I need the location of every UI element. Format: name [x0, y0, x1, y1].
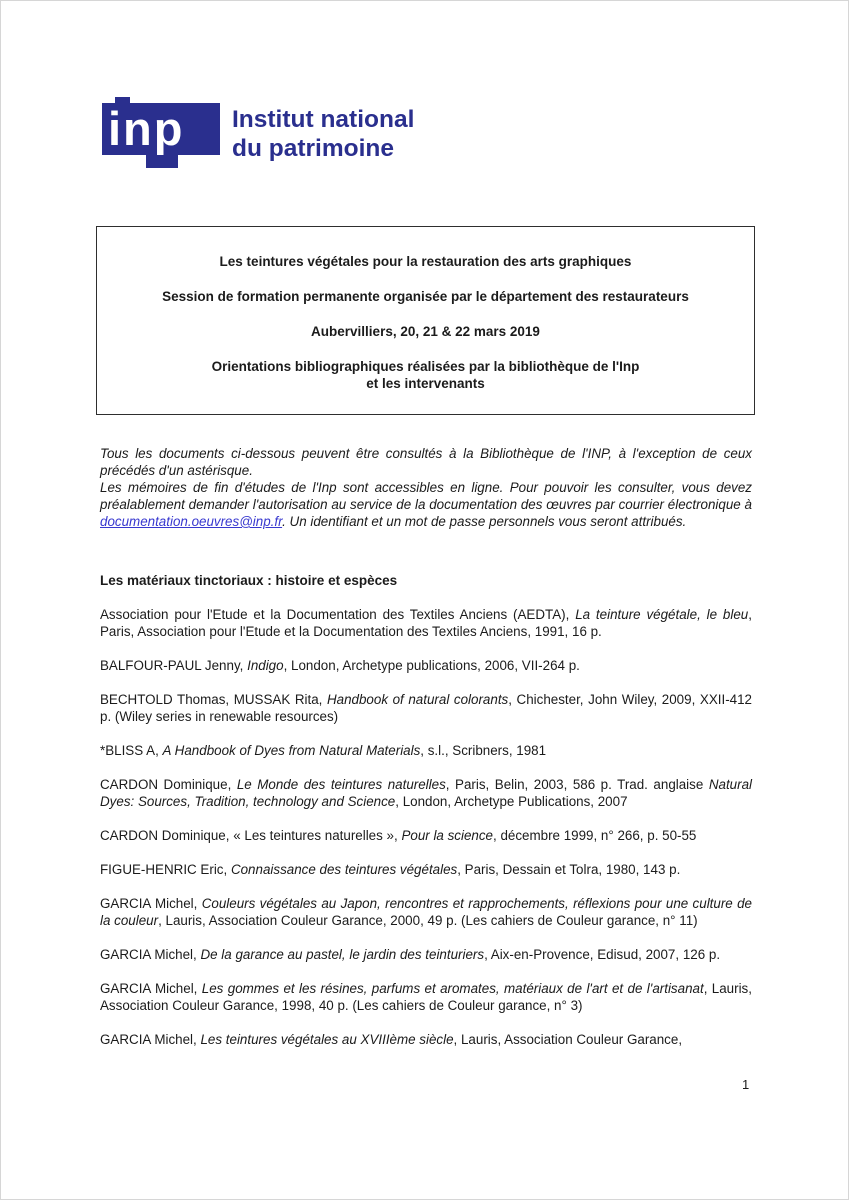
text-segment: La teinture végétale, le bleu — [575, 607, 749, 622]
orientation-line-1: Orientations bibliographiques réalisées par la bibliothèque de l'Inp — [211, 359, 640, 374]
inp-logo-tab-bottom-icon — [146, 155, 178, 168]
intro-note — [100, 445, 752, 530]
bibliography-entry — [100, 861, 752, 878]
text-segment: BALFOUR-PAUL Jenny, — [100, 658, 248, 673]
bibliography-entry — [100, 946, 752, 963]
title-box — [96, 226, 755, 415]
bibliography-entry — [100, 980, 752, 1014]
text-segment: Les teintures végétales au XVIIIème siècle — [200, 1032, 454, 1047]
text-segment: , s.l., Scribners, 1981 — [420, 743, 547, 758]
wordmark-line-2: du patrimoine — [232, 135, 394, 162]
bibliography-entry — [100, 776, 752, 810]
bibliography-entry — [100, 657, 752, 674]
text-segment: . Un identifiant et un mot de passe personnels vous seront attribués. — [282, 514, 687, 529]
text-segment: Association pour l'Etude et la Documentation des Textiles Anciens (AEDTA), — [100, 607, 576, 622]
bibliography-list — [100, 606, 752, 1065]
bibliography-entry — [100, 827, 752, 844]
text-segment: Le Monde des teintures naturelles — [236, 777, 446, 792]
text-segment: , Aix-en-Provence, Edisud, 2007, 126 p. — [484, 947, 721, 962]
intro-paragraph-2 — [100, 479, 752, 530]
text-segment: Handbook of natural colorants — [326, 692, 509, 707]
text-segment: A Handbook of Dyes from Natural Materials — [162, 743, 421, 758]
text-segment: Tous les documents ci-dessous peuvent être consultés à la Bibliothèque de l'INP, à l'exception de ceux précédés d'un astérisque. — [100, 446, 752, 478]
text-segment: GARCIA Michel, — [100, 896, 202, 911]
email-link[interactable]: documentation.oeuvres@inp.fr — [100, 514, 283, 529]
bibliography-entry — [100, 606, 752, 640]
session-subtitle: Session de formation permanente organisée par le département des restaurateurs — [162, 289, 689, 304]
text-segment: CARDON Dominique, « Les teintures naturelles », — [100, 828, 402, 843]
orientation-line — [125, 358, 726, 392]
text-segment: Pour la science — [401, 828, 493, 843]
text-segment: , Paris, Belin, 2003, 586 p. Trad. anglaise — [445, 777, 709, 792]
text-segment: GARCIA Michel, — [100, 947, 201, 962]
text-segment: Les gommes et les résines, parfums et aromates, matériaux de l'art et de l'artisanat — [201, 981, 704, 996]
bibliography-entry — [100, 742, 752, 759]
bibliography-entry — [100, 1031, 752, 1048]
text-segment: , Chichester, John Wiley, 2009, XXII-412 p. (Wiley series in renewable resources) — [100, 692, 752, 724]
inp-logo-rect — [102, 103, 220, 155]
text-segment: Indigo — [247, 658, 284, 673]
inp-logo — [102, 97, 414, 170]
orientation-line-2: et les intervenants — [366, 376, 485, 391]
text-segment: , Paris, Association pour l'Etude et la Documentation des Textiles Anciens, 1991, 16 p. — [100, 607, 752, 639]
bibliography-entry — [100, 691, 752, 725]
text-segment: BECHTOLD Thomas, MUSSAK Rita, — [100, 692, 327, 707]
text-segment: , London, Archetype Publications, 2007 — [395, 794, 628, 809]
bibliography-entry — [100, 895, 752, 929]
wordmark-line-1: Institut national — [232, 106, 415, 133]
text-segment: FIGUE-HENRIC Eric, — [100, 862, 231, 877]
date-location-line: Aubervilliers, 20, 21 & 22 mars 2019 — [311, 324, 540, 339]
text-segment: GARCIA Michel, — [100, 981, 202, 996]
inp-logo-text: inp — [108, 103, 185, 155]
text-segment: Couleurs végétales au Japon, rencontres et rapprochements, réflexions pour une culture de la couleur — [100, 896, 752, 928]
text-segment: , Lauris, Association Couleur Garance, 1998, 40 p. (Les cahiers de Couleur garance, n° 3) — [100, 981, 752, 1013]
text-segment: Natural Dyes: Sources, Tradition, technology and Science — [100, 777, 752, 809]
text-segment: , London, Archetype publications, 2006, VII-264 p. — [283, 658, 580, 673]
inp-logo-mark — [102, 97, 220, 170]
page-number: 1 — [742, 1077, 750, 1092]
text-segment: , Lauris, Association Couleur Garance, 2000, 49 p. (Les cahiers de Couleur garance, n° 11) — [158, 913, 698, 928]
text-segment: , Paris, Dessain et Tolra, 1980, 143 p. — [457, 862, 681, 877]
text-segment: , décembre 1999, n° 266, p. 50-55 — [493, 828, 697, 843]
text-segment: *BLISS A, — [100, 743, 163, 758]
text-segment: Connaissance des teintures végétales — [230, 862, 458, 877]
section-title: Les matériaux tinctoriaux : histoire et espèces — [100, 573, 398, 588]
text-segment: , Lauris, Association Couleur Garance, — [453, 1032, 683, 1047]
intro-paragraph-1 — [100, 445, 752, 479]
text-segment: Les mémoires de fin d'études de l'Inp sont accessibles en ligne. Pour pouvoir les consulter, vous devez préalablement demander l'autorisation au service de la documentation des œuvres par courrier électronique à — [100, 480, 752, 512]
text-segment: GARCIA Michel, — [100, 1032, 201, 1047]
text-segment: De la garance au pastel, le jardin des teinturiers — [200, 947, 485, 962]
document-title: Les teintures végétales pour la restauration des arts graphiques — [219, 254, 632, 269]
inp-logo-wordmark — [232, 97, 414, 170]
text-segment: CARDON Dominique, — [100, 777, 237, 792]
